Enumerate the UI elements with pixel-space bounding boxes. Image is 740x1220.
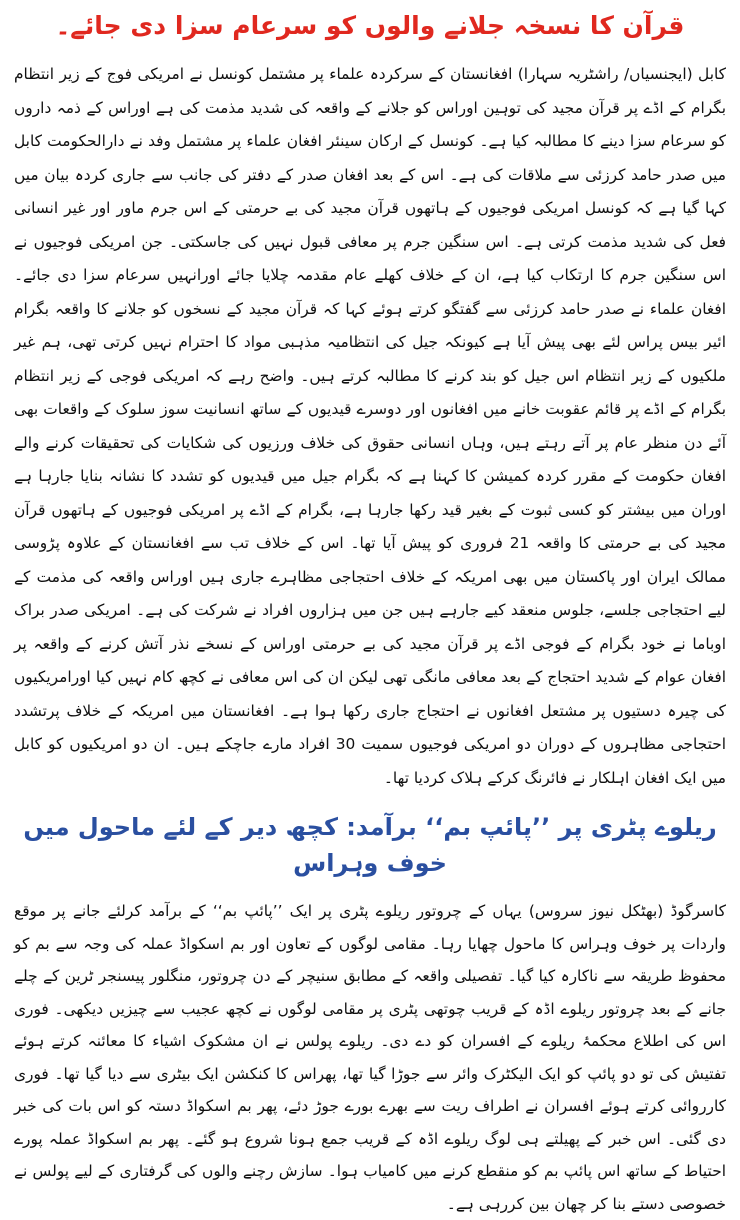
second-article-paragraph: کاسرگوڈ (بھٹکل نیوز سروس) یہاں کے چروتور ریلوے پٹری پر ایک ’’پائپ بم‘‘ کے برآمد کرلئے جانے پر موقع واردات پر خوف وہراس کا ماحول چھایا رہا۔ مقامی لوگوں کے تعاون اور بم اسکواڈ عملہ کی وجہ سے بم کو محفوظ طریقہ سے ناکارہ کیا گیا۔ تفصیلی واقعہ کے مطابق سنیچر کے دن چروتور، منگلور پیسنجر ٹرین کے چلے جانے کے بعد چروتور ریلوے اڈہ کے قریب چوتھی پٹری پر مقامی لوگوں نے کچھ عجیب سے چیزیں دیکھی۔ فوری اس کی اطلاع محکمۂ ریلوے کے افسران کو دے دی۔ ریلوے پولس نے ان مشکوک اشیاء کا معائنہ کرتے ہوئے تفتیش کی تو دو پائپ کو ایک الیکٹرک وائر سے جوڑا گیا تھا، پھراس کا کنکشن ایک بیٹری سے دیا گیا تھا۔ فوری کارروائی کرتے ہوئے افسران نے اطراف ریت سے بھرے بورے جوڑ دئے، پھر بم اسکواڈ دستہ کو اس بات کی خبر دی گئی۔ اس خبر کے پھیلتے ہی لوگ ریلوے اڈہ کے قریب جمع ہونا شروع ہو گئے۔ پھر بم اسکواڈ عملہ پورے احتیاط کے ساتھ اس پائپ بم کو منقطع کرنے میں کامیاب ہوا۔ سازش رچنے والوں کی گرفتاری کے لیے پولس نے خصوصی دستے بنا کر چھان بین کررہی ہے۔ — [14, 902, 726, 1213]
second-article-headline: ریلوے پٹری پر ’’پائپ بم‘‘ برآمد: کچھ دیر کے لئے ماحول میں خوف وہراس — [23, 813, 717, 877]
article-headline: قرآن کا نسخہ جلانے والوں کو سرعام سزا دی جائے۔ — [55, 11, 685, 40]
article-paragraph: کابل (ایجنسیاں/ راشٹریہ سہارا) افغانستان کے سرکردہ علماء پر مشتمل کونسل نے امریکی فوج کے زیر انتظام بگرام کے اڈے پر قرآن مجید کی توہین اوراس کو جلانے کے واقعہ کی شدید مذمت کی ہے اوراس کے ذمہ داروں کو سرعام سزا دینے کا مطالبہ کیا ہے۔ کونسل کے ارکان سینئر افغان علماء پر مشتمل وفد نے دارالحکومت کابل میں صدر حامد کرزئی سے ملاقات کی ہے۔ اس کے بعد افغان صدر کے دفتر کی جانب سے جاری کردہ بیان میں کہا گیا ہے کہ کونسل امریکی فوجیوں کے ہاتھوں قرآن مجید کی بے حرمتی کے اس جرم ماور اور غیر انسانی فعل کی شدید مذمت کرتی ہے۔ اس سنگین جرم پر معافی قبول نہیں کی جاسکتی۔ جن امریکی فوجیوں نے اس سنگین جرم کا ارتکاب کیا ہے، ان کے خلاف کھلے عام مقدمہ چلایا جائے اورانہیں سرعام سزا دی جائے۔ افغان علماء نے صدر حامد کرزئی سے گفتگو کرتے ہوئے کہا کہ قرآن مجید کے نسخوں کو جلانے کا واقعہ بگرام ائیر بیس پراس لئے بھی پیش آیا ہے کیونکہ جیل کی انتظامیہ مذہبی مواد کا احترام نہیں کرتی تھی، ہم غیر ملکیوں کے زیر انتظام اس جیل کو بند کرنے کا مطالبہ کرتے ہیں۔ واضح رہے کہ امریکی فوجی کے زیر انتظام بگرام کے اڈے پر قائم عقوبت خانے میں افغانوں اور دوسرے قیدیوں کے ساتھ انسانیت سوز سلوک کے واقعات بھی آئے دن منظر عام پر آتے رہتے ہیں، وہاں انسانی حقوق کی خلاف ورزیوں کی شکایات کی تحقیقات کرنے والے افغان حکومت کے مقرر کردہ کمیشن کا کہنا ہے کہ بگرام جیل میں قیدیوں کو تشدد کا نشانہ بنایا جارہا ہے اوران میں بیشتر کو کسی ثبوت کے بغیر قید رکھا جارہا ہے، بگرام کے اڈے پر امریکی فوجیوں کے ہاتھوں قرآن مجید کی بے حرمتی کا واقعہ 21 فروری کو پیش آیا تھا۔ اس کے خلاف تب سے افغانستان کے علاوہ پڑوسی ممالک ایران اور پاکستان میں بھی امریکہ کے خلاف احتجاجی مظاہرے جاری ہیں اوراس واقعہ کی مذمت کے لیے احتجاجی جلسے، جلوس منعقد کیے جارہے ہیں جن میں ہزاروں افراد نے شرکت کی ہے۔ امریکی صدر براک اوباما نے خود بگرام کے فوجی اڈے پر قرآن مجید کی بے حرمتی اوراس کے نسخے نذر آتش کرنے کے واقعہ پر افغان عوام کے شدید احتجاج کے بعد معافی مانگی تھی لیکن ان کی اس معافی نے کچھ کام نہیں کیا اورامریکیوں کی چیرہ دستیوں پر مشتعل افغانوں نے احتجاج جاری رکھا ہوا ہے۔ افغانستان میں امریکہ کے خلاف پرتشدد احتجاجی مظاہروں کے دوران دو امریکی فوجیوں سمیت 30 افراد مارے جاچکے ہیں۔ ان دو امریکیوں کو کابل میں ایک افغان اہلکار نے فائرنگ کرکے ہلاک کردیا تھا۔ — [14, 65, 726, 787]
article-body — [14, 58, 726, 795]
second-article-body — [14, 895, 726, 1220]
